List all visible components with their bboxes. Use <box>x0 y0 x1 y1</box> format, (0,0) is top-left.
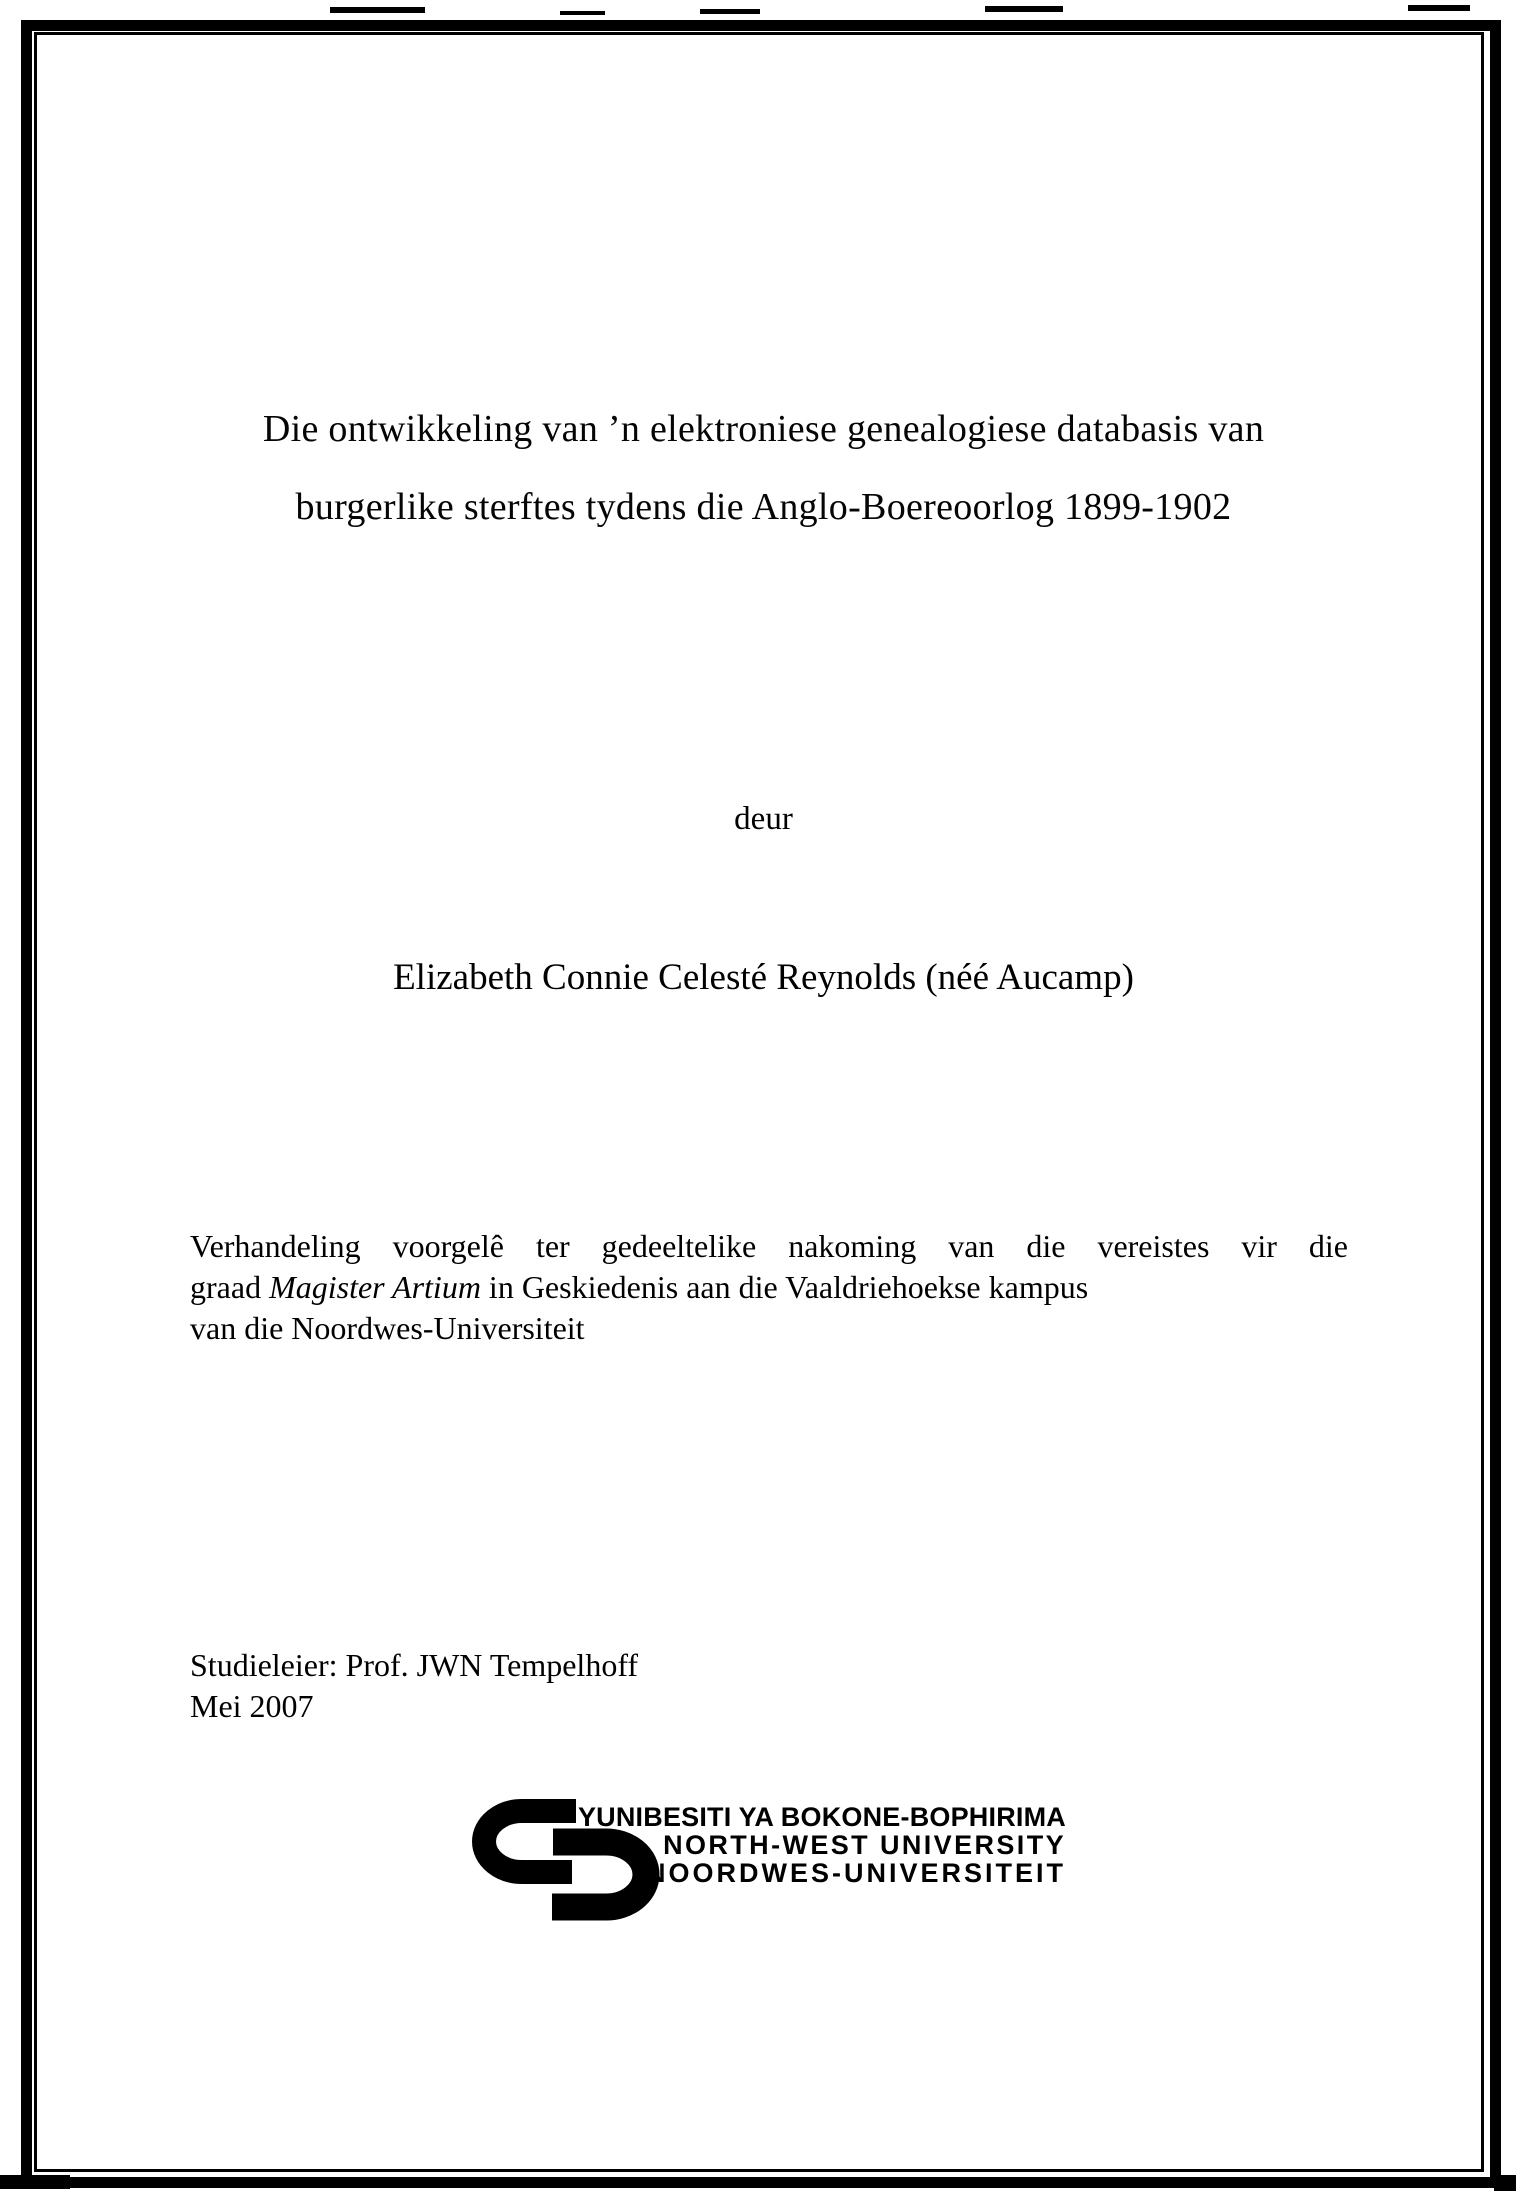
author-name: Elizabeth Connie Celesté Reynolds (néé Aucamp) <box>393 957 1134 998</box>
statement-line3: van die Noordwes-Universiteit <box>190 1310 585 1346</box>
statement-degree-name: Magister Artium <box>269 1269 481 1305</box>
scan-artifact <box>985 6 1063 12</box>
scan-artifact <box>700 9 760 14</box>
logo-line-english: NORTH-WEST UNIVERSITY <box>663 1830 1066 1860</box>
scan-artifact <box>330 7 425 13</box>
statement-line1: Verhandeling voorgelê ter gedeeltelike nakoming van die vereistes vir die <box>190 1228 1348 1264</box>
thesis-title-line2: burgerlike sterftes tydens die Anglo-Boereoorlog 1899-1902 <box>295 486 1232 528</box>
byline: deur <box>734 801 793 837</box>
thesis-title <box>110 390 1417 546</box>
statement-line2-prefix: graad <box>190 1269 270 1305</box>
date-line: Mei 2007 <box>190 1688 314 1724</box>
logo-line-afrikaans: NOORDWES-UNIVERSITEIT <box>645 1858 1066 1888</box>
statement-line2-suffix: in Geskiedenis aan die Vaaldriehoekse kampus <box>480 1269 1089 1305</box>
scan-artifact <box>1408 5 1470 11</box>
scan-artifact <box>1494 2175 1516 2191</box>
logo-line-setswana: YUNIBESITI YA BOKONE-BOPHIRIMA <box>577 1802 1066 1832</box>
submission-statement <box>190 1226 1348 1349</box>
scan-artifact <box>560 11 605 15</box>
thesis-title-line1: Die ontwikkeling van ’n elektroniese genealogiese databasis van <box>262 408 1265 450</box>
nwu-logo-text <box>578 1803 1066 1887</box>
supervisor-block <box>190 1645 638 1727</box>
statement-line2 <box>190 1267 1348 1308</box>
supervisor-line: Studieleier: Prof. JWN Tempelhoff <box>190 1647 639 1683</box>
scan-artifact <box>0 2175 70 2189</box>
